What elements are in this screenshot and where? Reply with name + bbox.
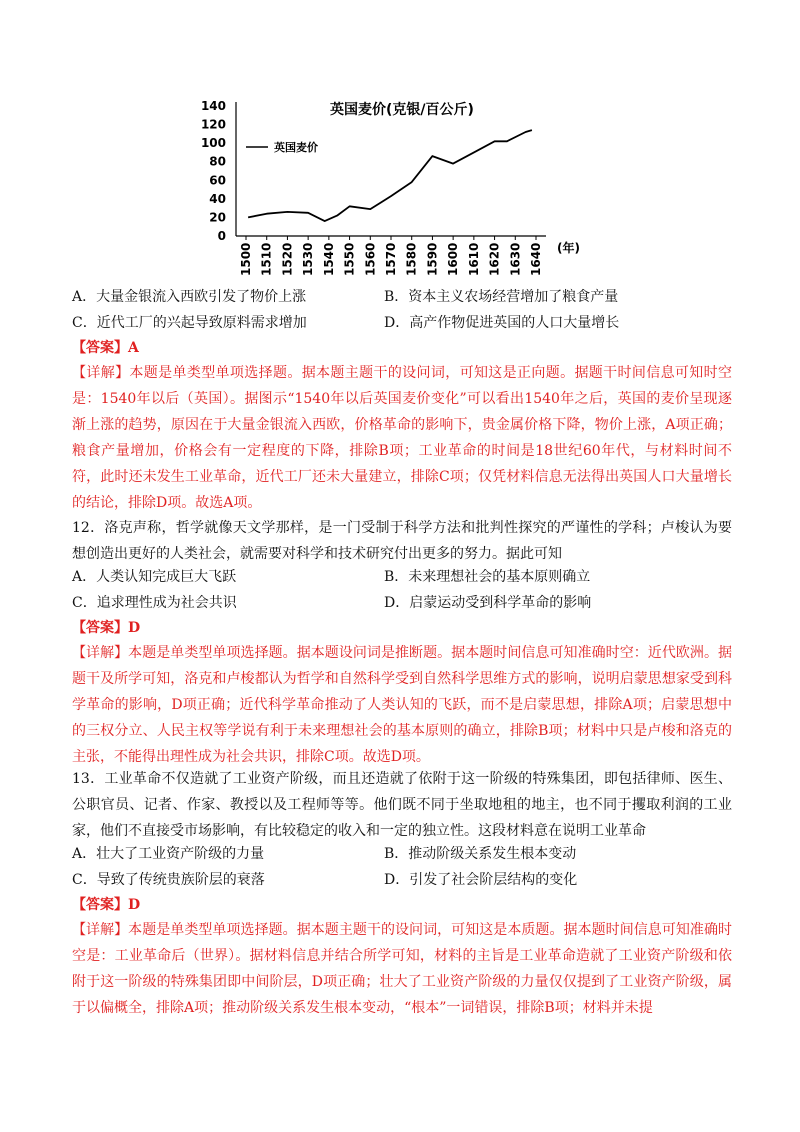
y-tick-label: 20 <box>209 210 226 225</box>
q12-option-c: C．追求理性成为社会共识 <box>72 595 237 611</box>
q12-stem: 12．洛克声称，哲学就像天文学那样，是一门受制于科学方法和批判性探究的严谨性的学科；卢梭认为要想创造出更好的人类社会，就需要对科学和技术研究付出更多的努力。据此可知 <box>72 520 732 562</box>
x-tick-label: 1600 <box>446 242 461 276</box>
x-tick-label: 1590 <box>425 242 440 276</box>
chart-axes <box>201 99 546 276</box>
x-tick-label: 1520 <box>280 242 295 276</box>
q11-option-a: A．大量金银流入西欧引发了物价上涨 <box>72 289 307 305</box>
chart-svg <box>196 94 596 282</box>
q12-option-a: A．人类认知完成巨大飞跃 <box>72 569 237 585</box>
q13-option-d: D．引发了社会阶层结构的变化 <box>384 872 578 888</box>
q12-answer: 【答案】D <box>72 620 141 636</box>
x-tick-label: 1640 <box>529 242 543 276</box>
x-tick-label: 1550 <box>342 242 357 276</box>
x-tick-label: 1630 <box>508 242 523 276</box>
x-tick-label: 1620 <box>487 242 502 276</box>
y-tick-label: 100 <box>200 136 226 151</box>
x-tick-label: 1560 <box>363 242 378 276</box>
q11-answer: 【答案】A <box>72 340 139 356</box>
q13-option-b: B．推动阶级关系发生根本变动 <box>384 846 577 862</box>
x-tick-label: 1510 <box>259 242 274 276</box>
x-tick-label: 1530 <box>301 242 316 276</box>
chart-title: 英国麦价(克银/百公斤) <box>330 102 474 118</box>
wheat-price-chart <box>196 94 596 282</box>
q13-stem: 13．工业革命不仅造就了工业资产阶级，而且还造就了依附于这一阶级的特殊集团，即包括律师、医生、公职官员、记者、作家、教授以及工程师等等。他们既不同于坐取地租的地主，也不同于攫取利润的工业家，他们不直接受市场影响，有比较稳定的收入和一定的独立性。这段材料意在说明工业革命 <box>72 771 732 839</box>
x-axis-unit: (年) <box>557 241 580 255</box>
q13-option-c: C．导致了传统贵族阶层的衰落 <box>72 872 265 888</box>
x-tick-label: 1610 <box>466 242 481 276</box>
x-tick-label: 1570 <box>384 242 398 276</box>
q12-option-d: D．启蒙运动受到科学革命的影响 <box>384 595 592 611</box>
y-tick-label: 120 <box>200 117 226 132</box>
q11-detail: 【详解】本题是单类型单项选择题。据本题主题干的设问词，可知这是正向题。据题干时间信息可知时空是：1540年以后（英国）。据图示“1540年以后英国麦价变化”可以看出1540年之后，英国的麦价呈现逐渐上涨的趋势，原因在于大量金银流入西欧，价格革命的影响下，贵金属价格下降，物价上涨，A项正确；粮食产量增加，价格会有一定程度的下降，排除B项；工业革命的时间是18世纪60年代，与材料时间不符，此时还未发生工业革命，近代工厂还未大量建立，排除C项；仅凭材料信息无法得出英国人口大量增长的结论，排除D项。故选A项。 <box>72 365 732 511</box>
y-tick-label: 140 <box>200 99 226 113</box>
y-tick-label: 80 <box>209 154 226 169</box>
q11-option-d: D．高产作物促进英国的人口大量增长 <box>384 315 620 331</box>
y-tick-label: 60 <box>209 173 226 188</box>
q13-detail: 【详解】本题是单类型单项选择题。据本题主题干的设问词，可知这是本质题。据本题时间信息可知准确时空是：工业革命后（世界）。据材料信息并结合所学可知，材料的主旨是工业革命造就了工业资产阶级和依附于这一阶级的特殊集团即中间阶层，D项正确；壮大了工业资产阶级的力量仅仅提到了工业资产阶级，属于以偏概全，排除A项；推动阶级关系发生根本变动，“根本”一词错误，排除B项；材料并未提 <box>72 922 732 1016</box>
y-tick-label: 0 <box>217 229 226 243</box>
x-tick-label: 1580 <box>404 242 419 276</box>
q12-detail: 【详解】本题是单类型单项选择题。据本题设问词是推断题。据本题时间信息可知准确时空：近代欧洲。据题干及所学可知，洛克和卢梭都认为哲学和自然科学受到自然科学思维方式的影响，说明启蒙思想家受到科学革命的影响，D项正确；近代科学革命推动了人类认知的飞跃，而不是启蒙思想，排除A项；启蒙思想中的三权分立、人民主权等学说有利于未来理想社会的基本原则的确立，排除B项；材料中只是卢梭和洛克的主张，不能得出理性成为社会共识，排除C项。故选D项。 <box>72 645 732 765</box>
y-tick-label: 40 <box>209 191 226 206</box>
q13-answer: 【答案】D <box>72 897 141 913</box>
q11-option-b: B．资本主义农场经营增加了粮食产量 <box>384 289 619 305</box>
q13-option-a: A．壮大了工业资产阶级的力量 <box>72 846 265 862</box>
x-tick-label: 1540 <box>321 242 336 276</box>
q11-option-c: C．近代工厂的兴起导致原料需求增加 <box>72 315 307 331</box>
legend-label: 英国麦价 <box>274 141 318 154</box>
x-tick-label: 1500 <box>239 242 253 276</box>
q12-option-b: B．未来理想社会的基本原则确立 <box>384 569 591 585</box>
